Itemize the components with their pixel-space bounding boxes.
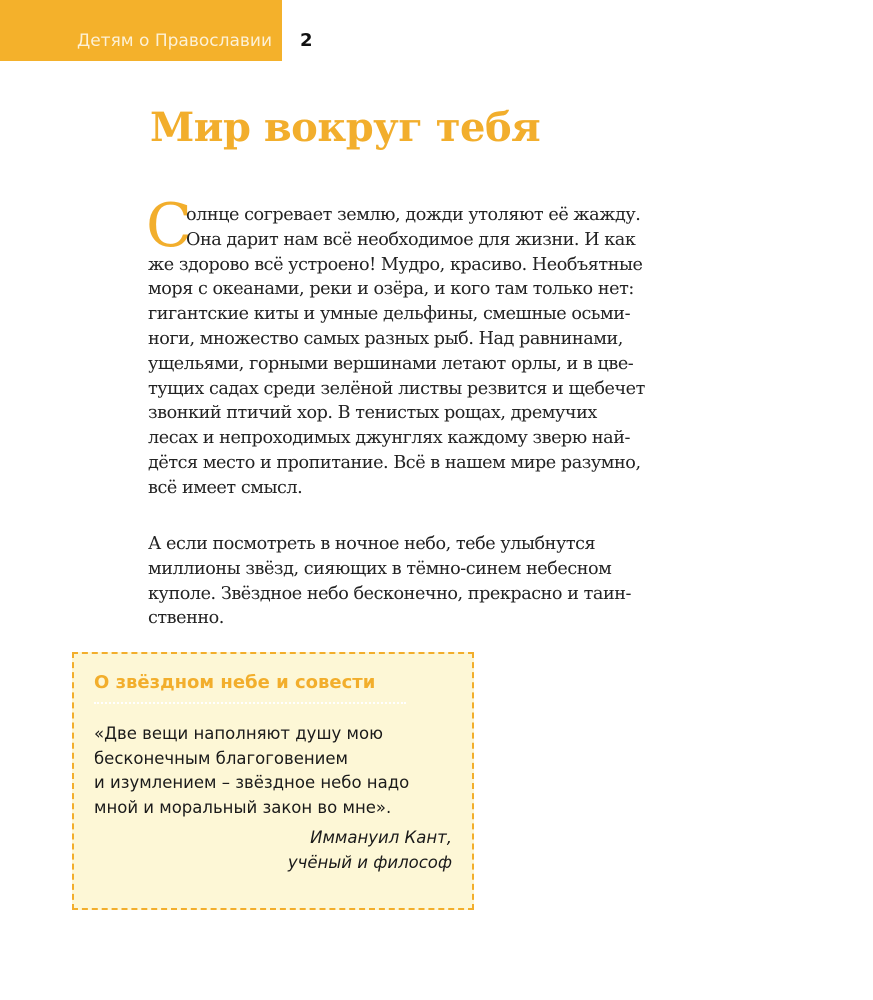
paragraph-2 xyxy=(148,532,748,631)
text-line: миллионы звёзд, сияющих в тёмно-синем небесном xyxy=(148,558,612,579)
quote-author xyxy=(288,826,452,875)
text-line: же здорово всё устроено! Мудро, красиво. Необъятные xyxy=(148,254,643,275)
author-title: учёный и философ xyxy=(287,852,452,872)
paragraph-1 xyxy=(148,203,748,501)
text-line: тущих садах среди зелёной листвы резвится и щебечет xyxy=(148,378,645,399)
author-name: Иммануил Кант, xyxy=(310,828,452,847)
text-line: гигантские киты и умные дельфины, смешные осьми- xyxy=(148,304,631,325)
text-line: Она дарит нам всё необходимое для жизни. И как xyxy=(186,229,636,250)
text-line: всё имеет смысл. xyxy=(148,477,303,498)
quote-line: бесконечным благоговением xyxy=(94,748,349,768)
text-line: ноги, множество самых разных рыб. Над равнинами, xyxy=(148,328,623,349)
quote-box xyxy=(72,652,474,910)
quote-line: мной и моральный закон во мне». xyxy=(94,797,392,817)
text-line: А если посмотреть в ночное небо, тебе улыбнутся xyxy=(148,534,596,554)
quote-text xyxy=(94,722,409,820)
text-line: ущельями, горными вершинами летают орлы, и в цве- xyxy=(148,353,634,374)
section-title: Детям о Православии xyxy=(76,31,272,51)
page-number: 2 xyxy=(300,30,313,51)
text-line: куполе. Звёздное небо бесконечно, прекрасно и таин- xyxy=(148,583,632,604)
text-line: олнце согревает землю, дожди утоляют её жажду. xyxy=(186,205,641,225)
text-line: дётся место и пропитание. Всё в нашем мире разумно, xyxy=(148,452,641,473)
dropcap-letter: С xyxy=(146,191,192,261)
quote-heading: О звёздном небе и совести xyxy=(94,672,376,693)
quote-line: «Две вещи наполняют душу мою xyxy=(94,724,383,743)
heading-divider xyxy=(94,702,406,704)
text-line: моря с океанами, реки и озёра, и кого там только нет: xyxy=(148,279,634,300)
text-line: ственно. xyxy=(148,608,224,629)
page-title: Мир вокруг тебя xyxy=(150,104,541,151)
text-line: звонкий птичий хор. В тенистых рощах, дремучих xyxy=(148,403,597,424)
quote-line: и изумлением – звёздное небо надо xyxy=(94,773,410,792)
text-line: лесах и непроходимых джунглях каждому зверю най- xyxy=(148,428,630,449)
header-bar xyxy=(0,0,282,61)
